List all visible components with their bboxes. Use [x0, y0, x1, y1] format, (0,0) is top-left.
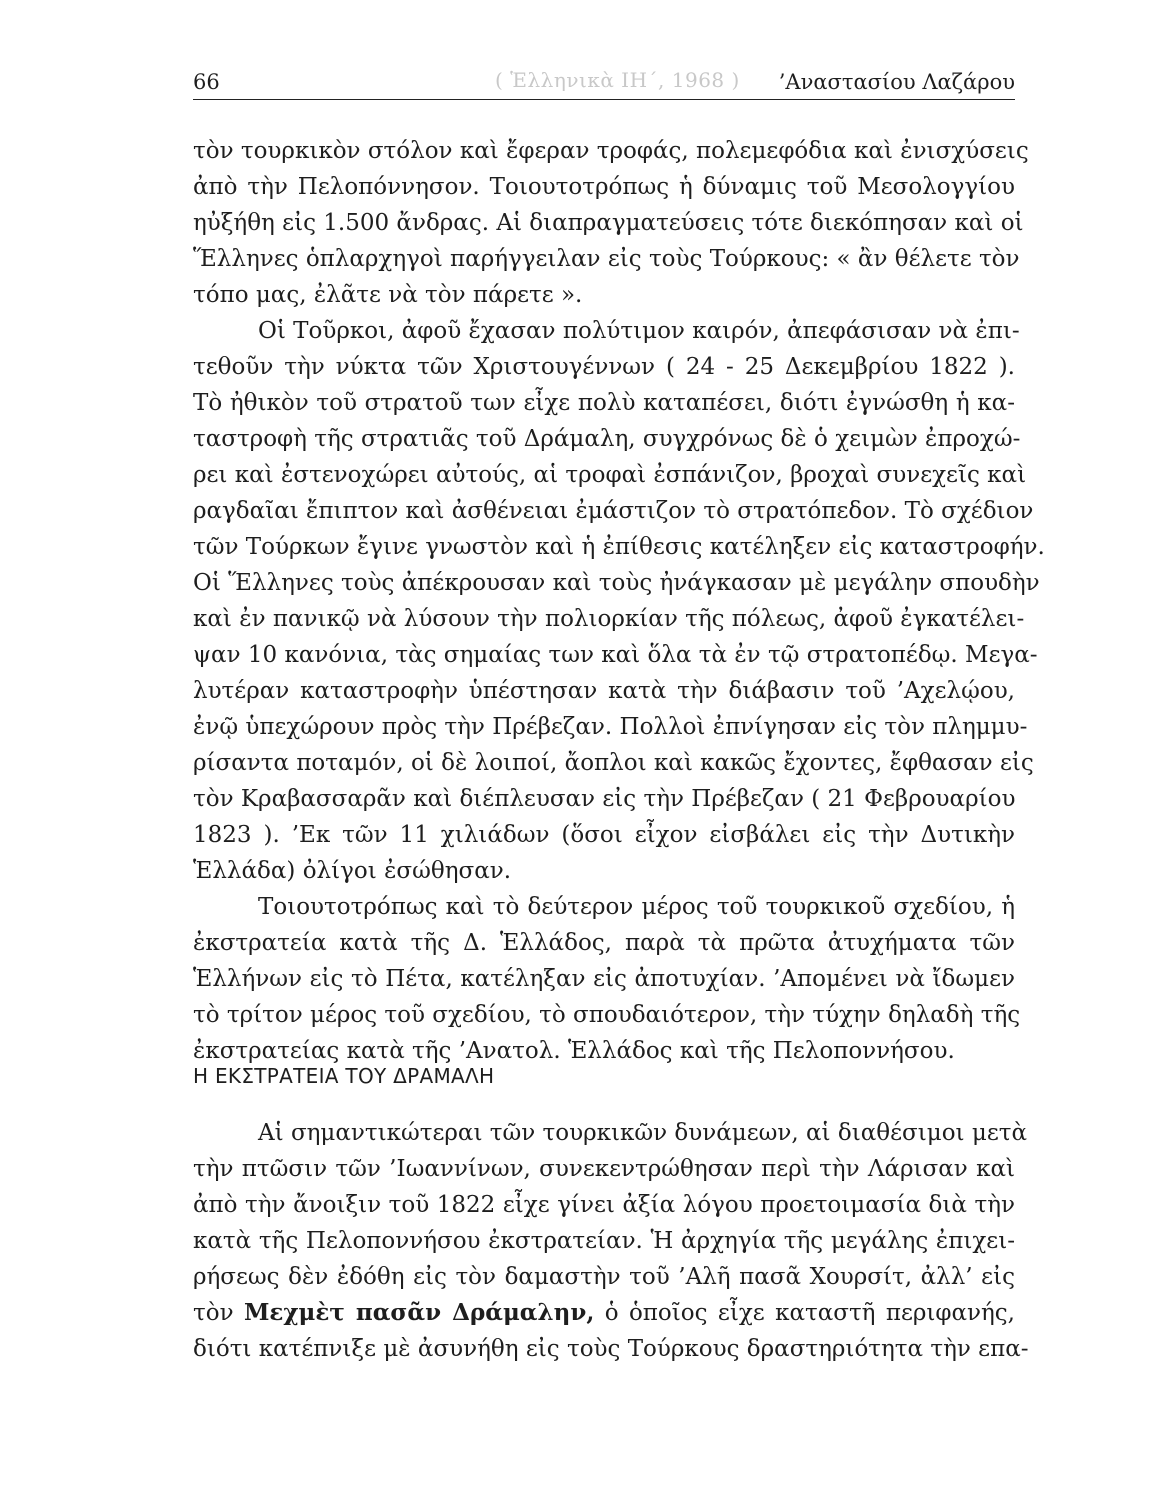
- text-line: ἀπὸ τὴν ἄνοιξιν τοῦ 1822 εἶχε γίνει ἀξία λόγου προετοιμασία διὰ τὴν: [193, 1192, 1015, 1218]
- text-line: Ἑλλάδα) ὀλίγοι ἐσώθησαν.: [193, 858, 512, 884]
- text-line: ἐνῷ ὑπεχώρουν πρὸς τὴν Πρέβεζαν. Πολλοὶ ἐπνίγησαν εἰς τὸν πλημμυ-: [193, 714, 1028, 740]
- header-rule: [193, 99, 1015, 100]
- text-line: Αἱ σημαντικώτεραι τῶν τουρκικῶν δυνάμεων, αἱ διαθέσιμοι μετὰ: [258, 1120, 1027, 1146]
- text-line: ταστροφὴ τῆς στρατιᾶς τοῦ Δράμαλη, συγχρόνως δὲ ὁ χειμὼν ἐπροχώ-: [193, 426, 1021, 452]
- text-line: Ἑλλήνων εἰς τὸ Πέτα, κατέληξαν εἰς ἀποτυχίαν. ’Απομένει νὰ ἴδωμεν: [193, 966, 1015, 992]
- text-line: ηὐξήθη εἰς 1.500 ἄνδρας. Αἱ διαπραγματεύσεις τότε διεκόπησαν καὶ οἱ: [193, 210, 1024, 236]
- text-line: ψαν 10 κανόνια, τὰς σημαίας των καὶ ὅλα τὰ ἐν τῷ στρατοπέδῳ. Μεγα-: [193, 642, 1038, 668]
- text-line: ρίσαντα ποταμόν, οἱ δὲ λοιποί, ἄοπλοι καὶ κακῶς ἔχοντες, ἔφθασαν εἰς: [193, 750, 1034, 776]
- text-line: λυτέραν καταστροφὴν ὑπέστησαν κατὰ τὴν διάβασιν τοῦ ’Αχελῴου,: [193, 678, 1015, 704]
- bleed-through-text: ( Ἑλληνικὰ ΙΗ΄, 1968 ): [495, 68, 740, 92]
- text-line: 1823 ). ’Εκ τῶν 11 χιλιάδων (ὅσοι εἶχον εἰσβάλει εἰς τὴν Δυτικὴν: [193, 822, 1015, 848]
- text-line: Τοιουτοτρόπως καὶ τὸ δεύτερον μέρος τοῦ τουρκικοῦ σχεδίου, ἡ: [258, 894, 1015, 920]
- text-line-with-bold-name: [193, 1298, 1015, 1328]
- text-line: κατὰ τῆς Πελοποννήσου ἐκστρατείαν. Ἡ ἀρχηγία τῆς μεγάλης ἐπιχει-: [193, 1228, 1015, 1254]
- section-heading: Η ΕΚΣΤΡΑΤΕΙΑ ΤΟΥ ΔΡΑΜΑΛΗ: [193, 1064, 495, 1088]
- text-line: Οἱ Ἕλληνες τοὺς ἀπέκρουσαν καὶ τοὺς ἠνάγκασαν μὲ μεγάλην σπουδὴν: [193, 570, 1040, 596]
- text-line: ραγδαῖαι ἔπιπτον καὶ ἀσθένειαι ἐμάστιζον τὸ στρατόπεδον. Τὸ σχέδιον: [193, 498, 1034, 524]
- text-line: ἐκστρατείας κατὰ τῆς ’Ανατολ. Ἑλλάδος καὶ τῆς Πελοποννήσου.: [193, 1038, 955, 1064]
- text-line: διότι κατέπνιξε μὲ ἀσυνήθη εἰς τοὺς Τούρκους δραστηριότητα τὴν επα-: [193, 1336, 1029, 1362]
- text-line: τεθοῦν τὴν νύκτα τῶν Χριστουγέννων ( 24 - 25 Δεκεμβρίου 1822 ).: [193, 354, 1015, 380]
- text-line: τὸν τουρκικὸν στόλον καὶ ἔφεραν τροφάς, πολεμεφόδια καὶ ἐνισχύσεις: [193, 138, 1029, 164]
- text-line: ἀπὸ τὴν Πελοπόννησον. Τοιουτοτρόπως ἡ δύναμις τοῦ Μεσολογγίου: [193, 174, 1015, 200]
- text-fragment: ὁ ὁποῖος εἶχε καταστῆ περιφανής,: [594, 1300, 1015, 1326]
- text-line: Τὸ ἠθικὸν τοῦ στρατοῦ των εἶχε πολὺ καταπέσει, διότι ἐγνώσθη ἡ κα-: [193, 390, 1015, 416]
- text-line: ρει καὶ ἐστενοχώρει αὐτούς, αἱ τροφαὶ ἐσπάνιζον, βροχαὶ συνεχεῖς καὶ: [193, 462, 1027, 488]
- text-line: τὸ τρίτον μέρος τοῦ σχεδίου, τὸ σπουδαιότερον, τὴν τύχην δηλαδὴ τῆς: [193, 1002, 1021, 1028]
- text-line: τὴν πτῶσιν τῶν ’Ιωαννίνων, συνεκεντρώθησαν περὶ τὴν Λάρισαν καὶ: [193, 1156, 1015, 1182]
- text-line: ἐκστρατεία κατὰ τῆς Δ. Ἑλλάδος, παρὰ τὰ πρῶτα ἀτυχήματα τῶν: [193, 930, 1015, 956]
- text-line: τὸν Κραβασσαρᾶν καὶ διέπλευσαν εἰς τὴν Πρέβεζαν ( 21 Φεβρουαρίου: [193, 786, 1016, 812]
- text-line: τῶν Τούρκων ἔγινε γνωστὸν καὶ ἡ ἐπίθεσις κατέληξεν εἰς καταστροφήν.: [193, 534, 1045, 560]
- bold-name: Μεχμὲτ πασᾶν Δράμαλην,: [243, 1299, 595, 1326]
- text-line: Οἱ Τοῦρκοι, ἀφοῦ ἔχασαν πολύτιμον καιρόν, ἀπεφάσισαν νὰ ἐπι-: [258, 318, 1020, 344]
- text-fragment: τὸν: [193, 1300, 244, 1326]
- text-line: τόπο μας, ἐλᾶτε νὰ τὸν πάρετε ».: [193, 282, 583, 308]
- text-line: καὶ ἐν πανικῷ νὰ λύσουν τὴν πολιορκίαν τῆς πόλεως, ἀφοῦ ἐγκατέλει-: [193, 606, 1025, 632]
- text-line: Ἕλληνες ὁπλαρχηγοὶ παρήγγειλαν εἰς τοὺς Τούρκους: « ἂν θέλετε τὸν: [193, 246, 1020, 272]
- text-line: ρήσεως δὲν ἐδόθη εἰς τὸν δαμαστὴν τοῦ ’Αλῆ πασᾶ Χουρσίτ, ἀλλ’ εἰς: [193, 1264, 1015, 1290]
- running-head-author: ’Αναστασίου Λαζάρου: [778, 70, 1015, 94]
- page-number: 66: [193, 70, 220, 94]
